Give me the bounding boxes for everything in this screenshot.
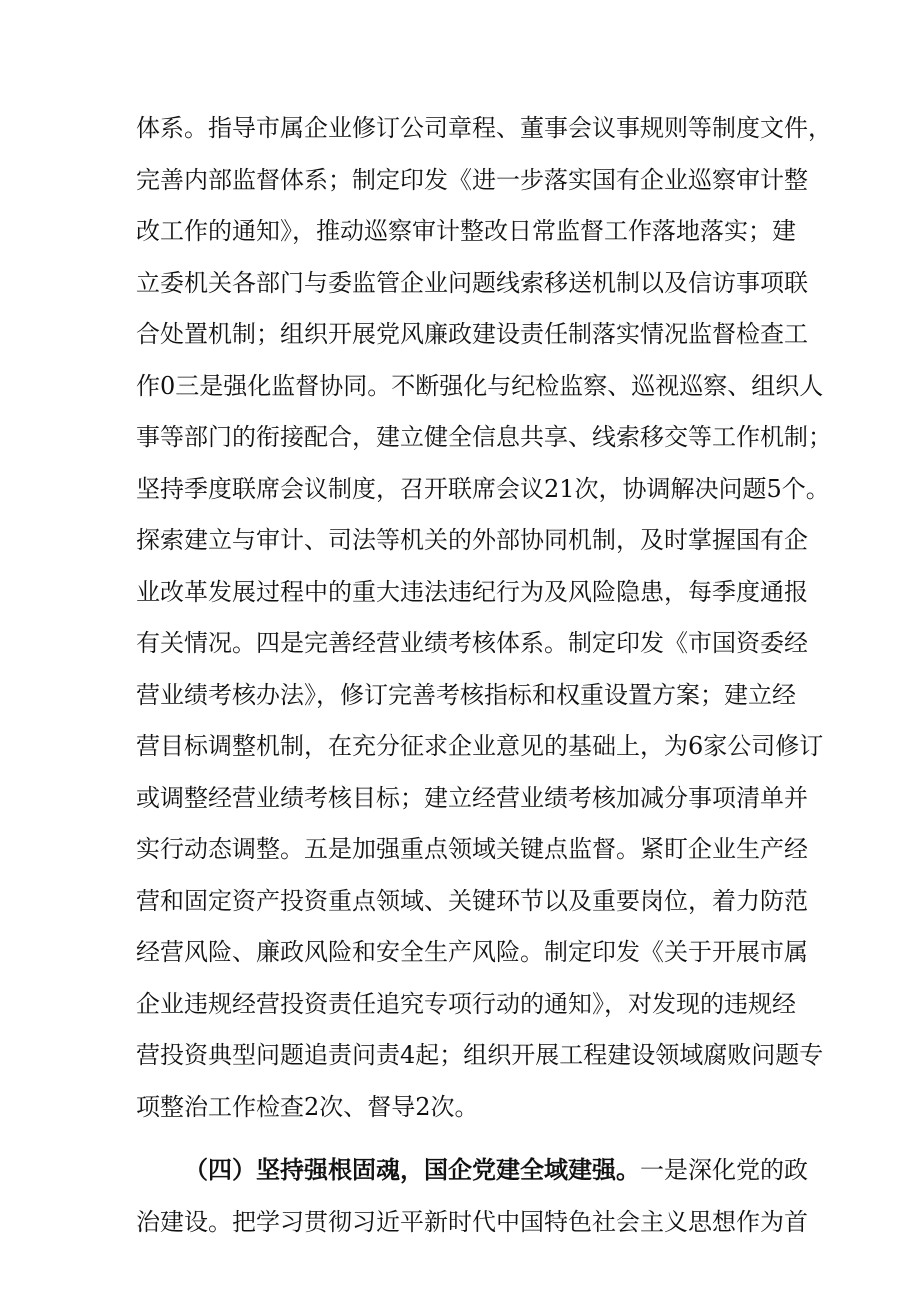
- text-line: 探索建立与审计、司法等机关的外部协同机制，及时掌握国有企: [136, 526, 808, 554]
- text-line: 治建设。把学习贯彻习近平新时代中国特色社会主义思想作为首: [136, 1208, 808, 1236]
- text-line: 经营风险、廉政风险和安全生产风险。制定印发《关于开展市属: [136, 938, 808, 966]
- text-line: 合处置机制；组织开展党风廉政建设责任制落实情况监督检查工: [136, 320, 808, 348]
- text-line: 营业绩考核办法》，修订完善考核指标和权重设置方案；建立经: [136, 681, 796, 709]
- text-line: 体系。指导市属企业修订公司章程、董事会议事规则等制度文件，: [136, 114, 832, 142]
- text-line: 作0三是强化监督协同。不断强化与纪检监察、巡视巡察、组织人: [136, 372, 824, 400]
- text-line: 或调整经营业绩考核目标；建立经营业绩考核加减分事项清单并: [136, 784, 808, 812]
- text-line: 营投资典型问题追责问责4起；组织开展工程建设领域腐败问题专: [136, 1041, 824, 1069]
- text-line: 业改革发展过程中的重大违法违纪行为及风险隐患，每季度通报: [136, 578, 808, 606]
- text-line: 完善内部监督体系；制定印发《进一步落实国有企业巡察审计整: [136, 166, 808, 194]
- text-line: 项整治工作检查2次、督导2次。: [136, 1093, 479, 1121]
- text-line: 坚持季度联席会议制度，召开联席会议21次，协调解决问题5个。: [136, 475, 830, 503]
- heading-line-rest: 一是深化党的政: [640, 1156, 808, 1184]
- text-line: 实行动态调整。五是加强重点领域关键点监督。紧盯企业生产经: [136, 835, 808, 863]
- text-line: 营和固定资产投资重点领域、关键环节以及重要岗位，着力防范: [136, 887, 808, 915]
- section-heading: （四）坚持强根固魂，国企党建全域建强。: [184, 1155, 640, 1184]
- text-line: 改工作的通知》，推动巡察审计整改日常监督工作落地落实；建: [136, 217, 796, 245]
- text-line: 营目标调整机制，在充分征求企业意见的基础上，为6家公司修订: [136, 732, 824, 760]
- text-line: 有关情况。四是完善经营业绩考核体系。制定印发《市国资委经: [136, 629, 808, 657]
- text-line: 立委机关各部门与委监管企业问题线索移送机制以及信访事项联: [136, 269, 808, 297]
- text-line: 事等部门的衔接配合，建立健全信息共享、线索移交等工作机制；: [136, 423, 832, 451]
- heading-line: [184, 1146, 808, 1194]
- text-line: 企业违规经营投资责任追究专项行动的通知》，对发现的违规经: [136, 990, 796, 1018]
